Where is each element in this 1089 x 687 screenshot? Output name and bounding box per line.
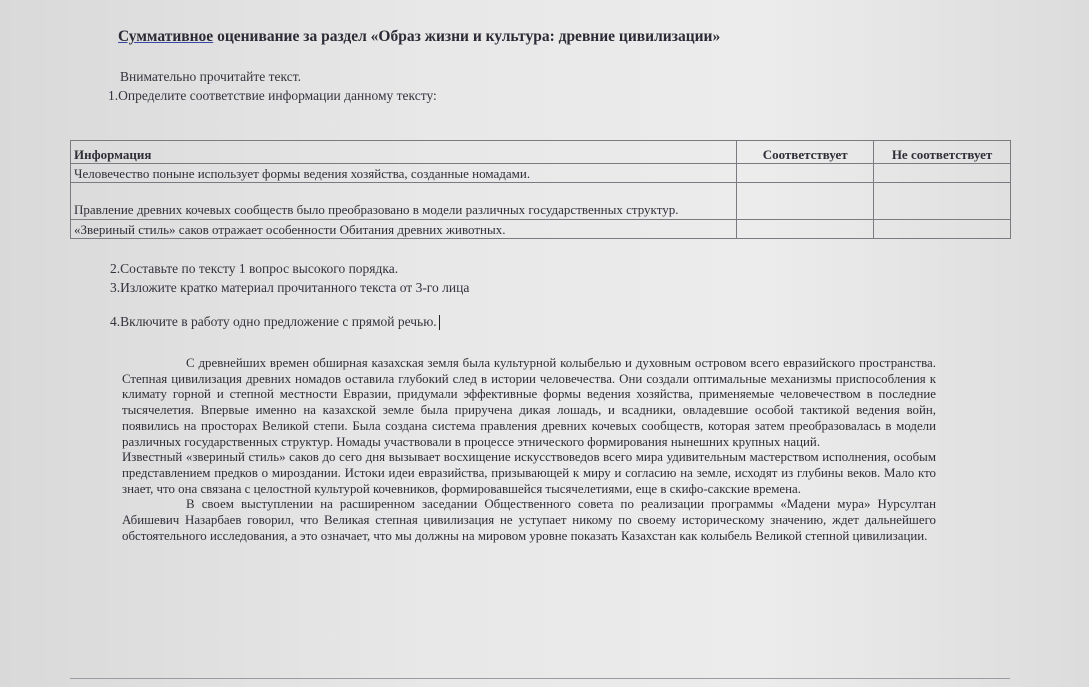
not-matches-cell[interactable] xyxy=(874,183,1011,220)
not-matches-cell[interactable] xyxy=(874,164,1011,183)
header-info: Информация xyxy=(71,141,737,164)
paragraph: С древнейших времен обширная казахская земля была культурной колыбелью и духовным островом всего евразийского пространства. Степная цивилизация древних номадов оставила глубокий след в истории человечества. Они создали оптимальные механизмы приспособления к климату горной и степной местности Евразии, придумали эффективные формы ведения хозяйства, применяемые человечеством в последние тысячелетия. Впервые именно на казахской земле была приручена дикая лошадь, и всадники, овладевшие особой тактикой ведения войн, появились на просторах Великой степи. Была создана система правления древних кочевых сообществ, которая затем преобразовалась в модели различных государственных структур. Номады участвовали в процессе этнического формирования нынешних крупных наций. xyxy=(122,356,936,449)
row-statement: «Звериный стиль» саков отражает особенности Обитания древних животных. xyxy=(71,220,737,239)
row-statement: Правление древних кочевых сообществ было преобразовано в модели различных государственных структур. xyxy=(71,183,737,220)
paragraph: В своем выступлении на расширенном заседании Общественного совета по реализации программы «Мадени мура» Нурсултан Абишевич Назарбаев говорил, что Великая степная цивилизация не уступает никому по своему историческому значению, ждет дальнейшего обстоятельного исследования, а это означает, что мы должны на мировом уровне показать Казахстан как колыбель Великой степной цивилизации. xyxy=(122,497,936,543)
matches-cell[interactable] xyxy=(737,164,874,183)
task-3: 3.Изложите кратко материал прочитанного текста от 3-го лица xyxy=(110,280,470,295)
task-4 xyxy=(110,314,440,330)
document-title xyxy=(118,28,720,46)
title-underlined-word: Суммативное xyxy=(118,28,214,45)
title-rest: оценивание за раздел «Образ жизни и культура: древние цивилизации» xyxy=(213,28,721,45)
table-row xyxy=(71,183,1011,220)
task-2: 2.Составьте по тексту 1 вопрос высокого порядка. xyxy=(110,261,399,276)
table-row xyxy=(71,164,1011,183)
info-table xyxy=(70,140,1011,239)
task-4-text: 4.Включите в работу одно предложение с прямой речью. xyxy=(110,314,437,329)
reading-text xyxy=(122,356,936,544)
text-cursor xyxy=(439,315,440,330)
matches-cell[interactable] xyxy=(737,220,874,239)
intro-line: Внимательно прочитайте текст. xyxy=(120,69,301,84)
not-matches-cell[interactable] xyxy=(874,220,1011,239)
row-statement: Человечество поныне использует формы ведения хозяйства, созданные номадами. xyxy=(71,164,737,183)
task-1: 1.Определите соответствие информации данному тексту: xyxy=(108,88,437,103)
bottom-divider xyxy=(70,678,1010,679)
header-not-matches: Не соответствует xyxy=(874,141,1011,164)
matches-cell[interactable] xyxy=(737,183,874,220)
paragraph: Известный «звериный стиль» саков до сего дня вызывает восхищение искусствоведов всего мира удивительным мастерством исполнения, особым представлением предков о мироздании. Истоки идеи евразийства, призывающей к миру и согласию на земле, исходят из глубины веков. Мало кто знает, что она связана с целостной культурой кочевников, формировавшейся тысячелетиями, еще в скифо-сакские времена. xyxy=(122,450,936,496)
table-header-row xyxy=(71,141,1011,164)
table-row xyxy=(71,220,1011,239)
header-matches: Соответствует xyxy=(737,141,874,164)
